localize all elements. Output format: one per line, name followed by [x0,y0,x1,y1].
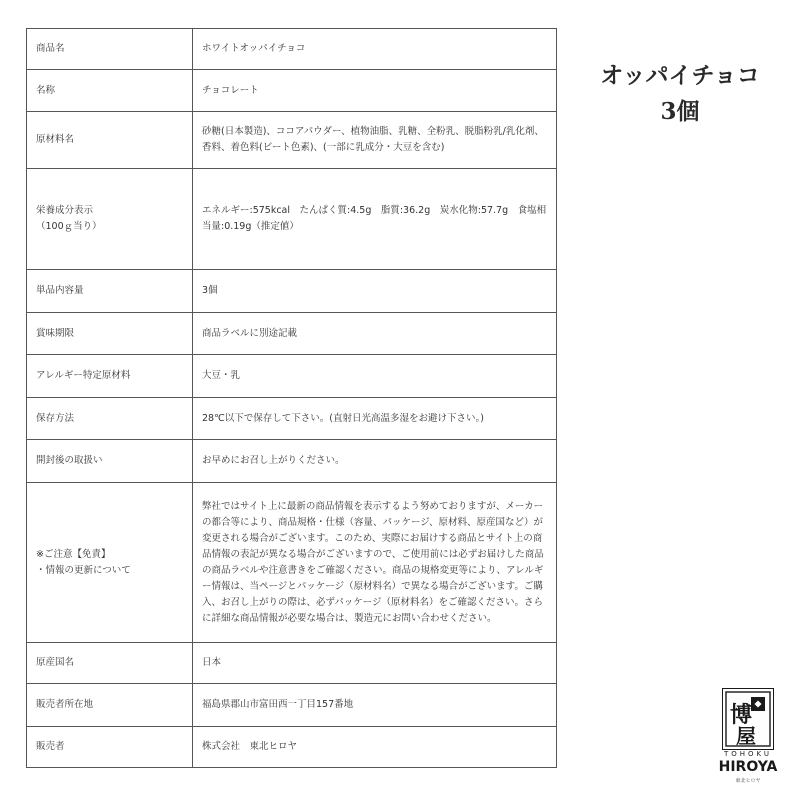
spec-label: 栄養成分表示 （100ｇ当り） [27,169,193,270]
product-quantity-title: 3個 [660,98,700,125]
spec-label: 単品内容量 [27,270,193,313]
spec-row [27,355,557,398]
spec-value: 株式会社 東北ヒロヤ [193,727,557,768]
spec-row [27,70,557,112]
spec-label: 販売者所在地 [27,684,193,727]
product-spec-table [26,28,557,768]
spec-value: 3個 [193,270,557,313]
spec-row [27,29,557,70]
spec-label: 商品名 [27,29,193,70]
spec-value: 砂糖(日本製造)、ココアパウダー、植物油脂、乳糖、全粉乳、脱脂粉乳/乳化剤、香料、着色料(ビート色素)、(一部に乳成分・大豆を含む) [193,112,557,169]
spec-label: 保存方法 [27,398,193,440]
spec-row [27,270,557,313]
spec-label: 開封後の取扱い [27,440,193,483]
spec-label: 販売者 [27,727,193,768]
spec-value: 弊社ではサイト上に最新の商品情報を表示するよう努めておりますが、メーカーの都合等により、商品規格・仕様（容量、パッケージ、原材料、原産国など）が変更される場合がございます。このため、実際にお届けする商品とサイト上の商品情報の表記が異なる場合がございますので、ご使用前には必ずお届けした商品の商品ラベルや注意書きをご確認ください。商品の規格変更等により、アレルギー情報は、当ページとパッケージ（原材料名）で異なる場合がございます。ご購入、お召し上がりの際は、必ずパッケージ（原材料名）をご確認ください。さらに詳細な商品情報が必要な場合は、製造元にお問い合わせください。 [193,483,557,643]
logo-sub-text: 東北ヒロヤ [735,778,761,784]
spec-value: 大豆・乳 [193,355,557,398]
spec-row [27,112,557,169]
spec-value: 日本 [193,643,557,684]
logo-tohoku-text: TOHOKU [723,750,773,758]
product-title-panel [580,58,780,130]
logo-hiroya-text: HIROYA [718,759,778,775]
spec-row [27,684,557,727]
spec-value: チョコレート [193,70,557,112]
spec-label: アレルギー特定原材料 [27,355,193,398]
spec-row [27,313,557,355]
spec-value: 28℃以下で保存して下さい。(直射日光高温多湿をお避け下さい。) [193,398,557,440]
spec-label: 賞味期限 [27,313,193,355]
spec-label: 原産国名 [27,643,193,684]
spec-label: ※ご注意【免責】 ・情報の更新について [27,483,193,643]
logo-mark-text: 博 [730,702,753,728]
spec-row [27,440,557,483]
svg-text:屋: 屋 [736,724,756,748]
spec-value: 商品ラベルに別途記載 [193,313,557,355]
spec-table-body [27,29,557,768]
spec-label: 名称 [27,70,193,112]
spec-row [27,169,557,270]
spec-label: 原材料名 [27,112,193,169]
spec-row [27,398,557,440]
spec-value: ホワイトオッパイチョコ [193,29,557,70]
spec-row [27,483,557,643]
spec-value: エネルギー:575kcal たんぱく質:4.5g 脂質:36.2g 炭水化物:57.7g 食塩相当量:0.19g（推定値） [193,169,557,270]
spec-row [27,643,557,684]
hiroya-logo [718,688,778,792]
product-title: オッパイチョコ [600,62,760,89]
hiroya-logo-mark [722,688,774,750]
spec-value: 福島県郡山市富田西一丁目157番地 [193,684,557,727]
spec-row [27,727,557,768]
spec-value: お早めにお召し上がりください。 [193,440,557,483]
